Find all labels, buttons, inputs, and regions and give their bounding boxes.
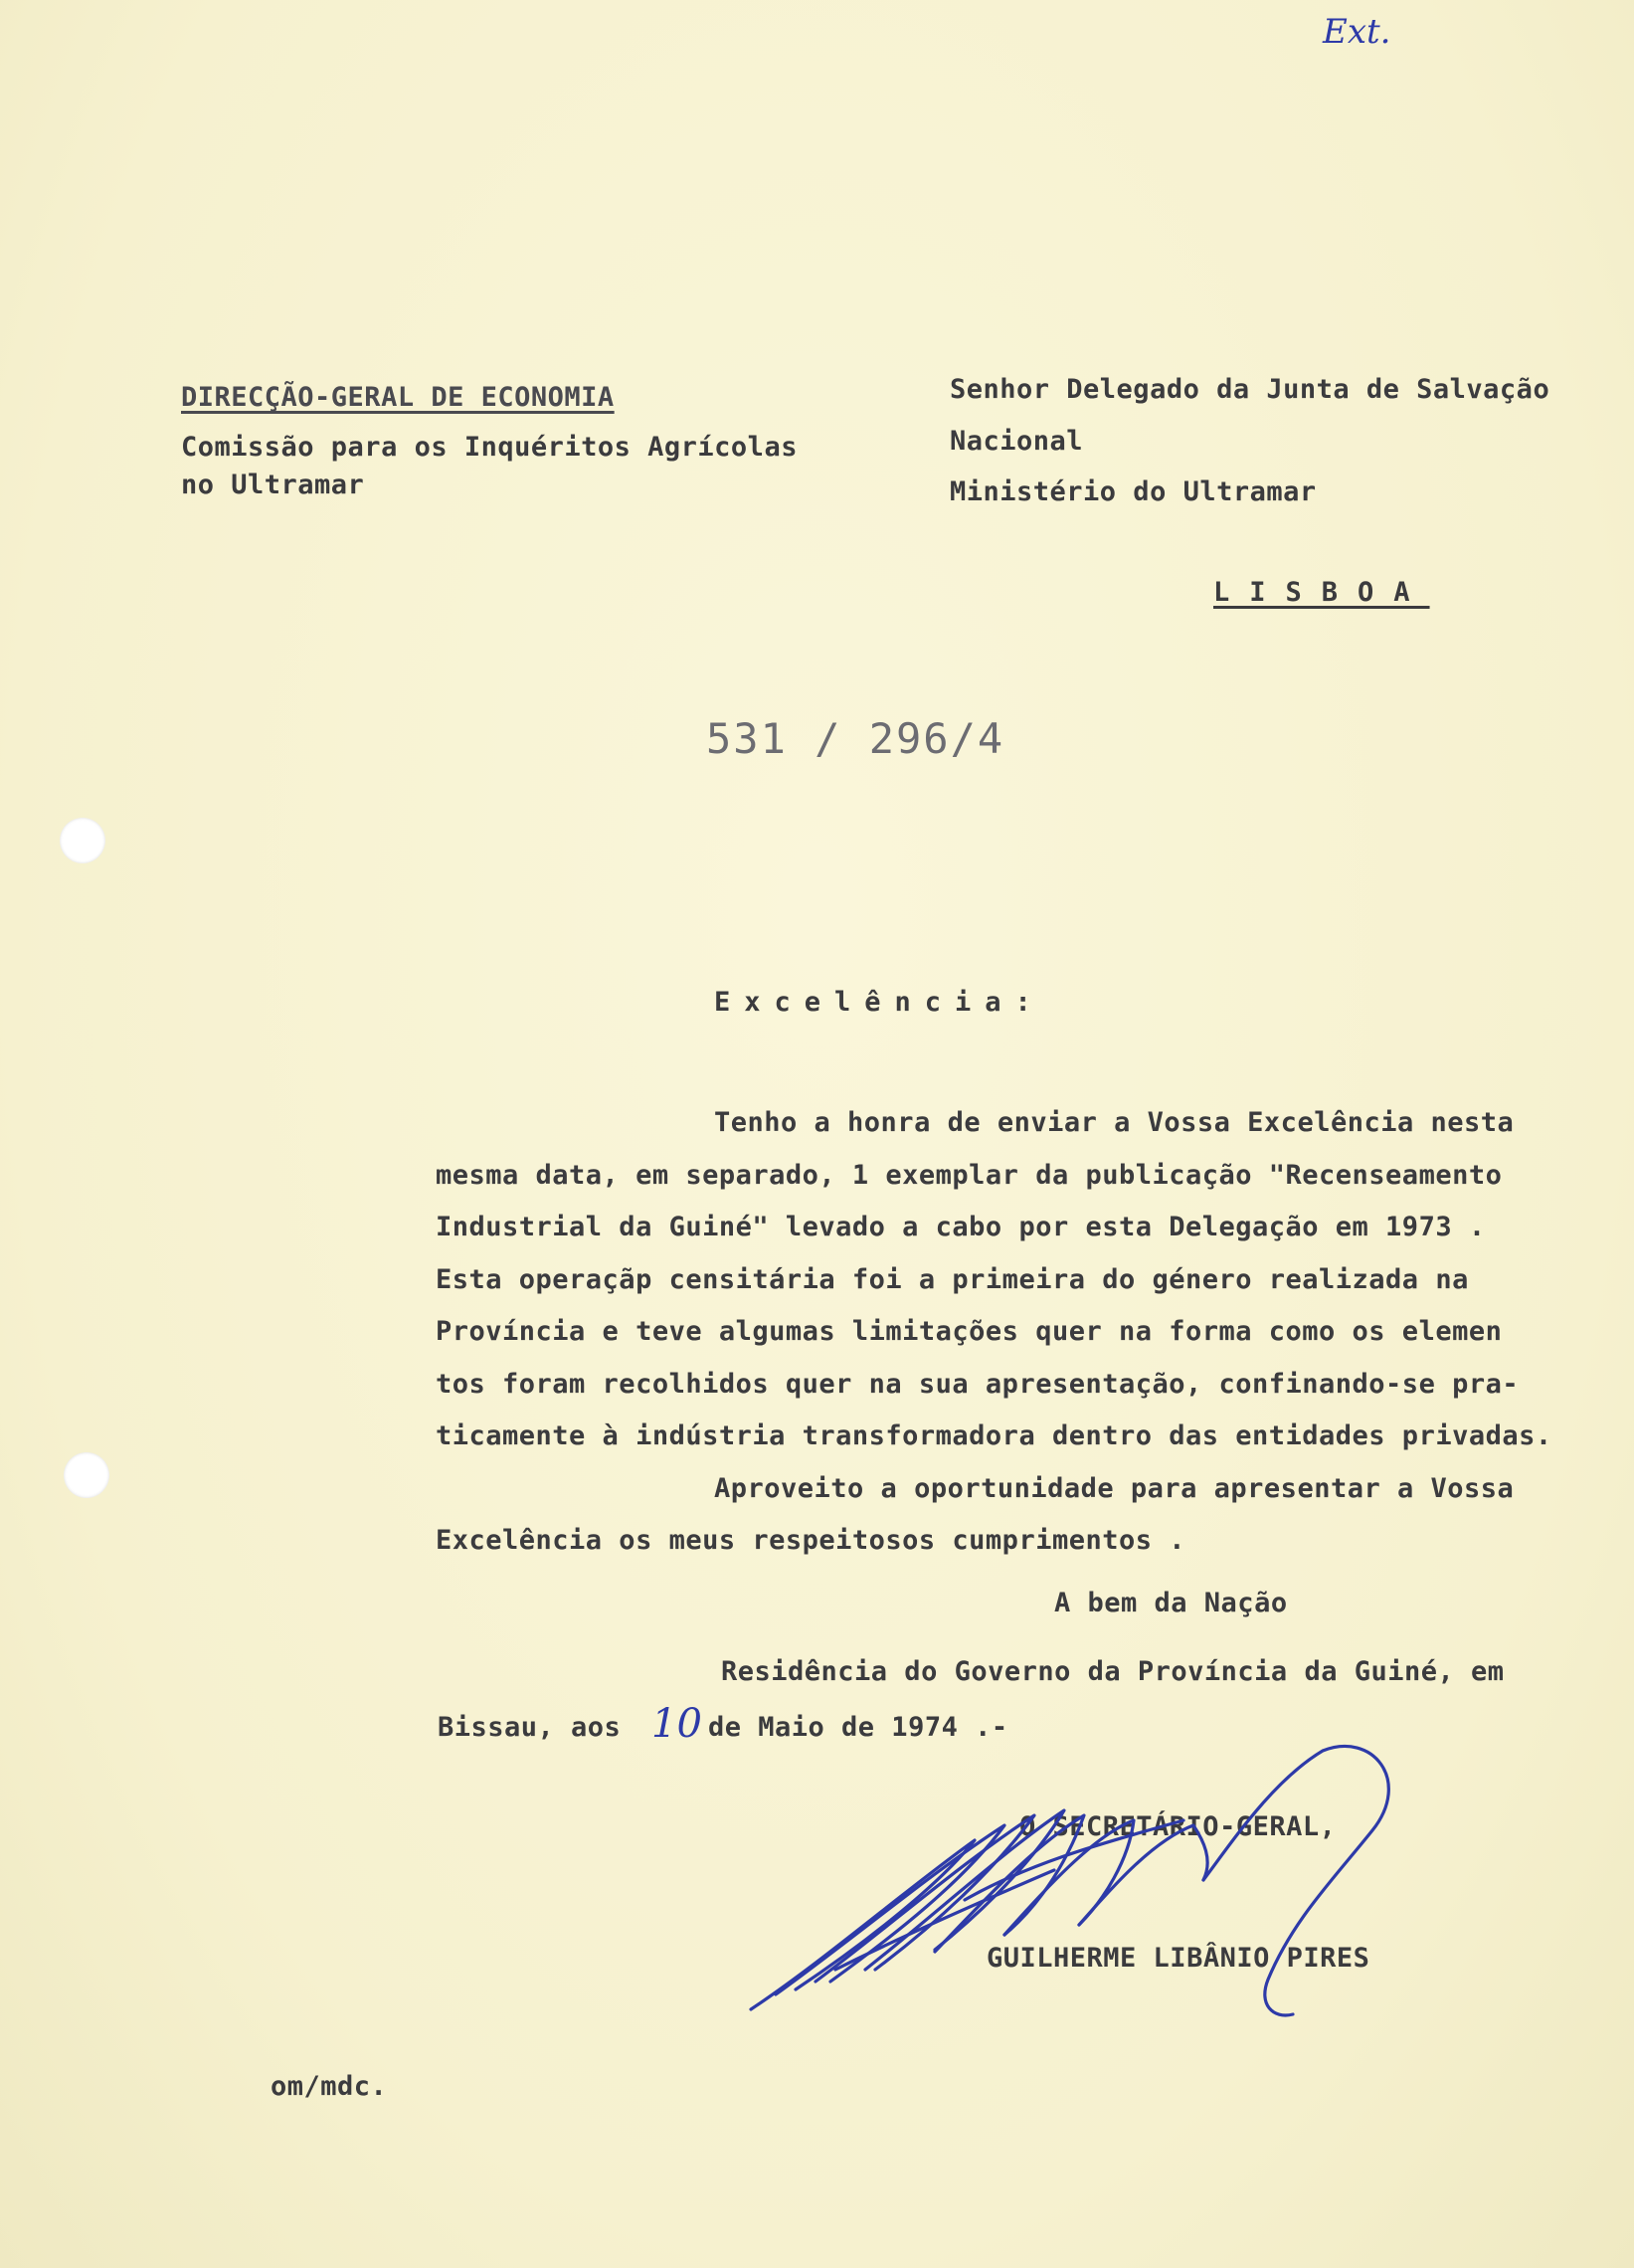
sender-commission-line2: no Ultramar	[181, 470, 365, 500]
recipient-line2: Nacional	[950, 426, 1084, 457]
body-line: Excelência os meus respeitosos cumprimentos .	[436, 1525, 1185, 1556]
greeting: Excelência:	[714, 987, 1045, 1018]
typist-initials: om/mdc.	[271, 2071, 388, 2102]
body-line: mesma data, em separado, 1 exemplar da publicação "Recenseamento	[436, 1159, 1503, 1191]
reference-number: 531 / 296/4	[706, 714, 1005, 763]
recipient-city: LISBOA	[1213, 577, 1430, 608]
body-line: Industrial da Guiné" levado a cabo por esta Delegação em 1973 .	[436, 1212, 1486, 1242]
letter-body	[436, 1107, 1609, 1578]
punch-hole-bottom	[64, 1452, 109, 1498]
sender-department: DIRECÇÃO-GERAL DE ECONOMIA	[181, 382, 615, 413]
body-line: ticamente à indústria transformadora dentro das entidades privadas.	[436, 1420, 1552, 1451]
recipient-line3: Ministério do Ultramar	[950, 476, 1317, 507]
body-line: Província e teve algumas limitações quer na forma como os elemen	[436, 1316, 1503, 1347]
closing-salutation: A bem da Nação	[1054, 1588, 1288, 1618]
closing-place-prefix: Bissau, aos	[438, 1712, 622, 1743]
body-line: tos foram recolhidos quer na sua apresentação, confinando-se pra-	[436, 1368, 1520, 1400]
handwritten-signature	[736, 1721, 1412, 2019]
corner-mark: Ext.	[1323, 12, 1391, 52]
sender-commission-line1: Comissão para os Inquéritos Agrícolas	[181, 432, 798, 463]
recipient-line1: Senhor Delegado da Junta de Salvação	[950, 374, 1550, 405]
closing-place-suffix: de Maio de 1974 .-	[708, 1712, 1008, 1743]
body-line: Esta operaçãp censitária foi a primeira do género realizada na	[436, 1263, 1469, 1295]
body-line: Tenho a honra de enviar a Vossa Excelência nesta	[714, 1107, 1515, 1138]
punch-hole-top	[60, 818, 105, 863]
closing-place-line1: Residência do Governo da Província da Guiné, em	[721, 1656, 1505, 1687]
signature-name: GUILHERME LIBÂNIO PIRES	[987, 1943, 1370, 1974]
body-line: Aproveito a oportunidade para apresentar a Vossa	[714, 1472, 1515, 1504]
signature-title: O SECRETÁRIO-GERAL,	[1019, 1811, 1337, 1842]
closing-day-handwritten: 10	[651, 1701, 702, 1747]
